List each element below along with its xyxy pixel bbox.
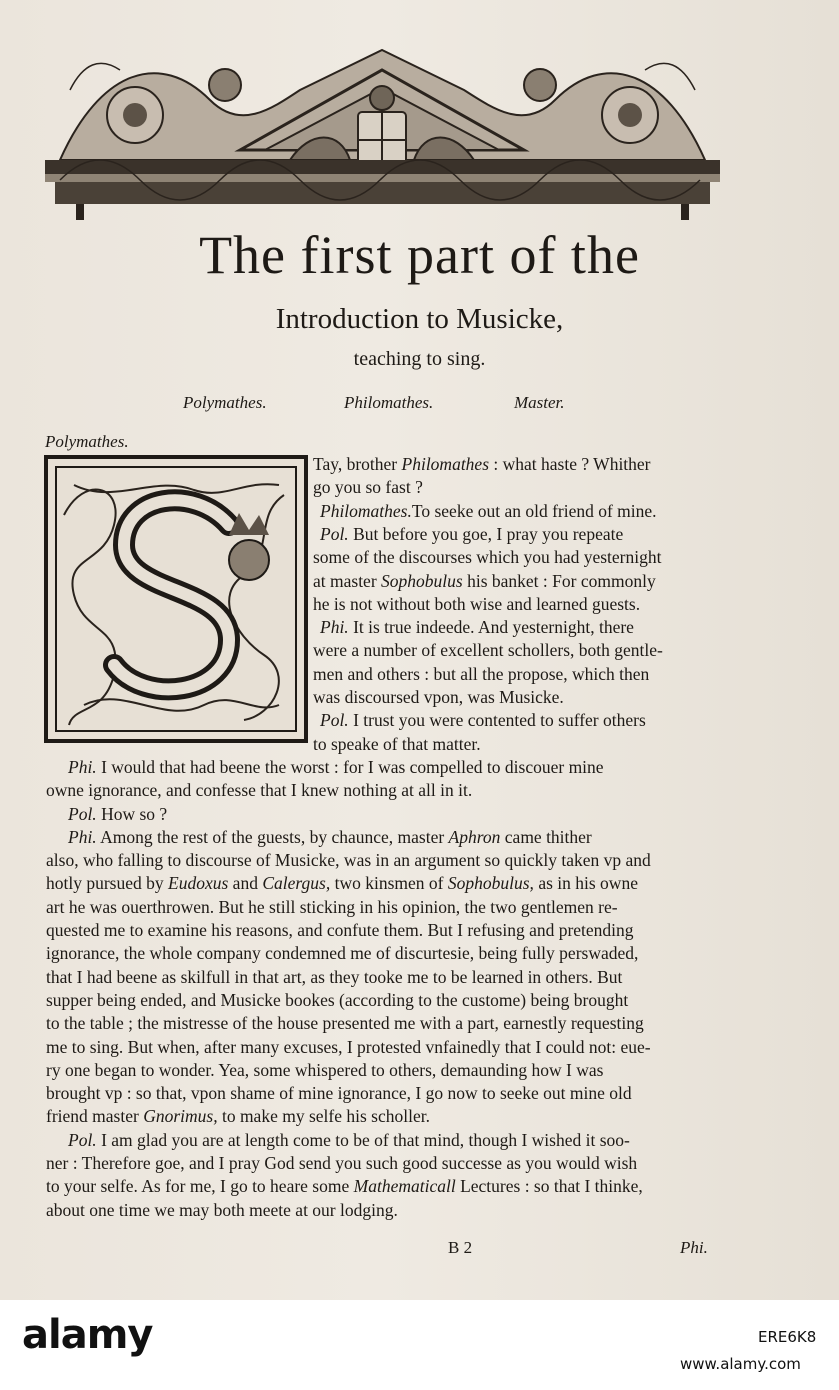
text-segment: at master	[313, 570, 382, 591]
italic-segment: Pol.	[68, 1129, 97, 1150]
italic-segment: Philomathes	[401, 454, 490, 474]
text-segment: To seeke out an old friend of mine.	[411, 500, 657, 521]
catchword: Phi.	[680, 1238, 708, 1257]
text-line	[313, 639, 663, 662]
text-line	[46, 989, 628, 1012]
text-segment: : what haste ? Whither	[489, 454, 651, 474]
text-line	[46, 1059, 603, 1082]
text-line	[46, 1082, 632, 1105]
text-line	[46, 779, 472, 802]
text-line	[46, 942, 638, 965]
text-segment: hotly pursued by	[46, 873, 169, 894]
text-segment: two kinsmen of	[330, 873, 448, 894]
text-segment: I trust you were contented to suffer others	[348, 710, 646, 731]
italic-segment: Eudoxus	[168, 873, 229, 894]
text-line	[320, 616, 634, 639]
text-segment: owne ignorance, and confesse that I knew nothing at all in it.	[46, 780, 473, 801]
page-subtitle: Introduction to Musicke,	[275, 303, 564, 335]
text-line	[68, 803, 167, 826]
italic-segment: Sophobulus	[381, 570, 463, 591]
speaker-name: Master.	[514, 393, 565, 412]
italic-segment: Gnorimus,	[143, 1106, 218, 1127]
italic-segment: Sophobulus,	[447, 873, 534, 894]
text-segment: to your selfe. As for me, I go to heare some	[46, 1176, 354, 1197]
text-line	[313, 476, 423, 499]
text-segment: to speake of that matter.	[313, 733, 481, 754]
text-line	[46, 1175, 643, 1198]
text-segment: brought vp : so that, vpon shame of mine ignorance, I go now to seeke out mine old	[46, 1083, 632, 1104]
watermark-url: www.alamy.com	[680, 1355, 801, 1373]
text-segment: How so ?	[96, 803, 168, 824]
text-line	[46, 1036, 651, 1059]
text-segment: supper being ended, and Musicke bookes (according to the custome) being brought	[46, 989, 629, 1010]
text-segment: It is true indeede. And yesternight, there	[348, 617, 634, 638]
text-line	[46, 1199, 398, 1222]
text-line	[313, 453, 651, 476]
italic-segment: Phi.	[68, 756, 97, 777]
text-line	[320, 500, 657, 523]
text-segment: his banket : For commonly	[462, 570, 656, 591]
italic-segment: Pol.	[320, 523, 349, 544]
text-segment: ner : Therefore goe, and I pray God send you such good successe as you would wish	[46, 1153, 638, 1173]
speaker-name: Philomathes.	[344, 393, 434, 412]
text-segment: friend master	[46, 1106, 144, 1127]
page-title: The first part of the	[199, 225, 640, 285]
text-line	[313, 663, 649, 686]
text-segment: ignorance, the whole company condemned me of discurtesie, being fully perswaded,	[46, 943, 639, 964]
text-segment: go you so fast ?	[313, 477, 423, 498]
text-segment: that I had beene as skilfull in that art, as they tooke me to be learned in others. But	[46, 966, 623, 987]
text-segment: Among the rest of the guests, by chaunce, master	[96, 826, 449, 847]
text-segment: art he was ouerthrowen. But he still sticking in his opinion, the two gentlemen re-	[46, 896, 618, 917]
text-segment: But before you goe, I pray you repeate	[348, 523, 624, 544]
text-line	[46, 1105, 430, 1128]
text-segment: Tay, brother	[313, 454, 402, 474]
italic-segment: Aphron	[448, 826, 501, 847]
text-line	[313, 593, 640, 616]
text-segment: ry one began to wonder. Yea, some whispered to others, demaunding how I was	[46, 1059, 604, 1080]
text-line	[46, 966, 622, 989]
text-segment: as in his owne	[533, 873, 638, 894]
italic-segment: Calergus,	[262, 873, 331, 894]
text-segment: men and others : but all the propose, which then	[313, 663, 650, 684]
text-segment: to the table ; the mistresse of the house presented me with a part, earnestly requesting	[46, 1013, 644, 1034]
text-segment: quested me to examine his reasons, and confute them. But I refusing and pretending	[46, 920, 634, 940]
text-segment: and	[228, 873, 263, 894]
text-segment: to make my selfe his scholler.	[217, 1106, 430, 1127]
italic-segment: Pol.	[68, 803, 97, 824]
page-subtitle-line2: teaching to sing.	[353, 348, 486, 370]
text-segment: I am glad you are at length come to be of that mind, though I wished it soo-	[96, 1129, 630, 1150]
text-line	[68, 756, 604, 779]
italic-segment: Philomathes.	[320, 500, 412, 521]
text-line	[68, 1129, 630, 1152]
text-line	[46, 872, 638, 895]
text-line	[46, 919, 634, 942]
image-id: ERE6K8	[758, 1328, 817, 1346]
text-segment: me to sing. But when, after many excuses, I protested vnfainedly that I could not: eue-	[46, 1036, 651, 1057]
text-line	[46, 896, 618, 919]
text-line	[46, 1152, 637, 1175]
text-segment: were a number of excellent schollers, both gentle-	[313, 640, 663, 661]
speaker-name: Polymathes.	[183, 393, 267, 412]
text-segment: I would that had beene the worst : for I was compelled to discouer mine	[96, 756, 604, 777]
italic-segment: Pol.	[320, 710, 349, 731]
text-segment: about one time we may both meete at our lodging.	[46, 1199, 398, 1220]
italic-segment: Phi.	[320, 617, 349, 638]
text-line	[320, 523, 623, 546]
text-segment: Lectures : so that I thinke,	[455, 1176, 643, 1197]
italic-segment: Phi.	[68, 826, 97, 847]
first-speaker-label: Polymathes.	[45, 432, 129, 451]
text-segment: was discoursed vpon, was Musicke.	[313, 687, 564, 707]
text-line	[313, 570, 656, 593]
text-line	[313, 686, 564, 709]
text-line	[68, 826, 592, 849]
page-signature: B 2	[448, 1238, 473, 1257]
text-segment: some of the discourses which you had yesternight	[313, 547, 662, 568]
text-segment: came thither	[500, 826, 592, 847]
watermark-logo: alamy	[22, 1312, 153, 1358]
italic-segment: Mathematicall	[353, 1176, 456, 1197]
text-line	[320, 709, 646, 732]
text-line	[46, 1012, 644, 1035]
text-line	[313, 546, 661, 569]
text-line	[313, 733, 481, 756]
text-line	[46, 849, 651, 872]
text-segment: he is not without both wise and learned guests.	[313, 593, 641, 614]
text-segment: also, who falling to discourse of Musicke, was in an argument so quickly taken vp and	[46, 850, 651, 871]
